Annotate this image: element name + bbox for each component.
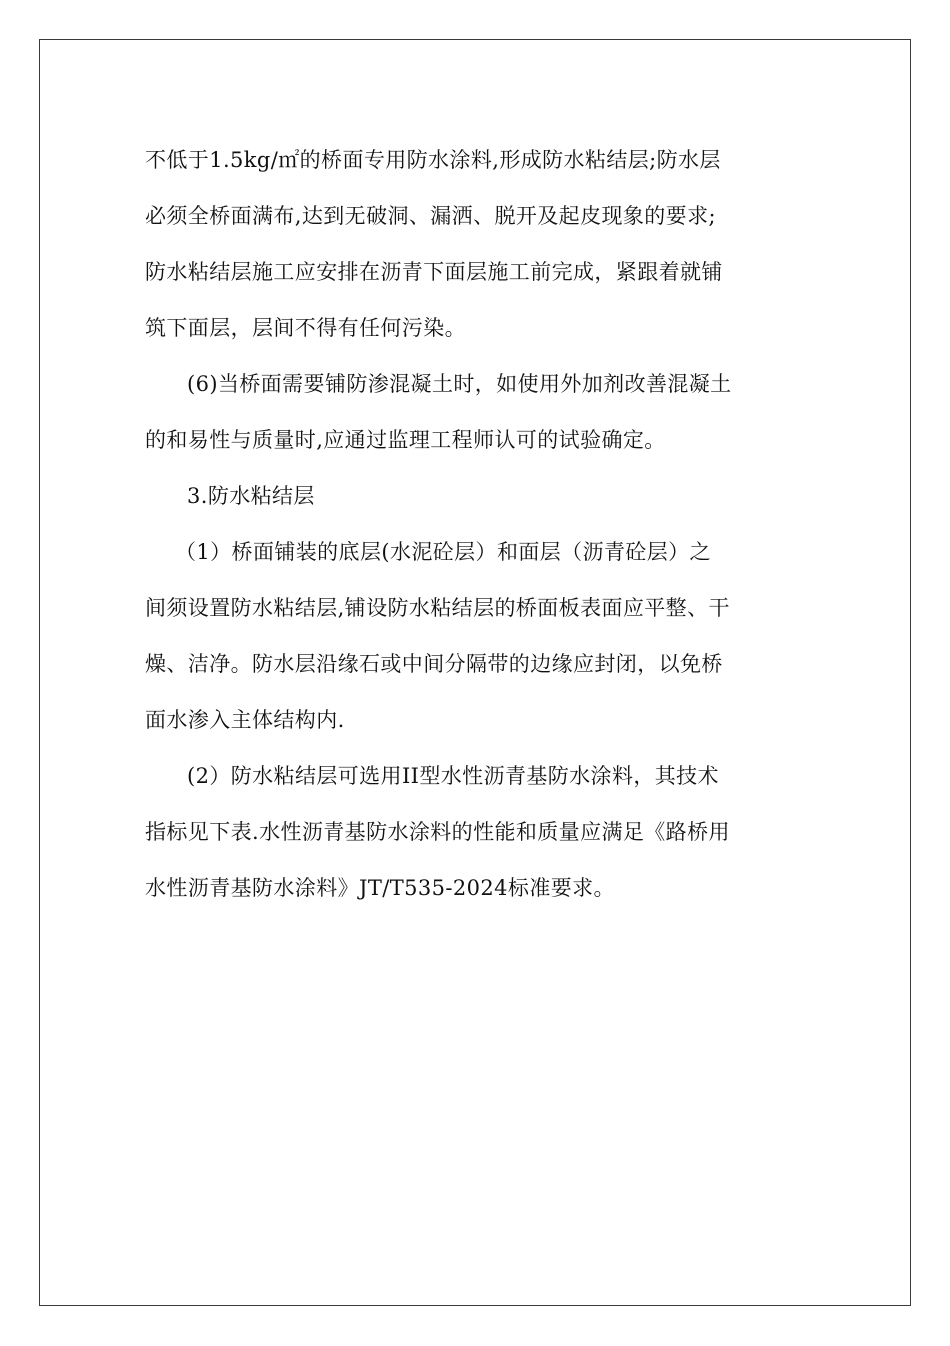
text-line: 必须全桥面满布,达到无破洞、漏洒、脱开及起皮现象的要求; bbox=[145, 204, 716, 228]
text-line: 不低于1.5kg/㎡的桥面专用防水涂料,形成防水粘结层;防水层 bbox=[145, 148, 721, 172]
text-line: 面水渗入主体结构内. bbox=[145, 708, 345, 732]
section-heading: 3.防水粘结层 bbox=[187, 484, 315, 508]
text-line: 间须设置防水粘结层,铺设防水粘结层的桥面板表面应平整、干 bbox=[145, 596, 730, 620]
document-body bbox=[145, 137, 805, 921]
paragraph-start-1: （1）桥面铺装的底层(水泥砼层）和面层（沥青砼层）之 bbox=[175, 540, 711, 564]
text-line: 筑下面层，层间不得有任何污染。 bbox=[145, 316, 466, 340]
text-line: 水性沥青基防水涂料》JT/T535-2024标准要求。 bbox=[145, 876, 615, 900]
text-line: 的和易性与质量时,应通过监理工程师认可的试验确定。 bbox=[145, 428, 666, 452]
paragraph-start-2: (2）防水粘结层可选用II型水性沥青基防水涂料，其技术 bbox=[187, 764, 719, 788]
text-line: 防水粘结层施工应安排在沥青下面层施工前完成，紧跟着就铺 bbox=[145, 260, 723, 284]
paragraph-start-6: (6)当桥面需要铺防渗混凝土时，如使用外加剂改善混凝土 bbox=[187, 372, 732, 396]
text-line: 指标见下表.水性沥青基防水涂料的性能和质量应满足《路桥用 bbox=[145, 820, 730, 844]
text-line: 燥、洁净。防水层沿缘石或中间分隔带的边缘应封闭，以免桥 bbox=[145, 652, 723, 676]
